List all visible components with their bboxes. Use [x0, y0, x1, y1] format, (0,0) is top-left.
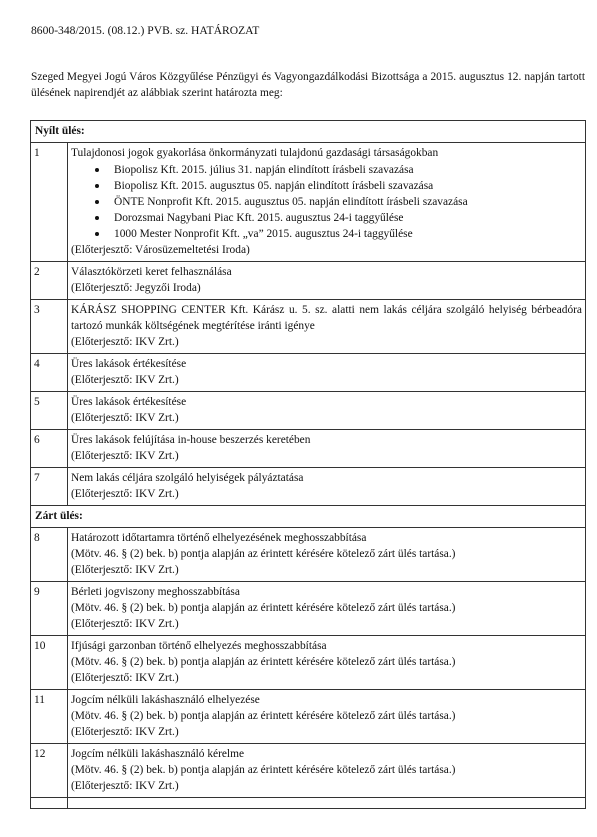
item-title: Jogcím nélküli lakáshasználó elhelyezése — [71, 694, 260, 706]
item-number: 8 — [31, 528, 68, 582]
item-title: Ifjúsági garzonban történő elhelyezés meghosszabbítása — [71, 640, 327, 652]
item-title: Üres lakások értékesítése — [71, 396, 187, 408]
item-presenter: (Előterjesztő: IKV Zrt.) — [71, 672, 179, 684]
agenda-item-8 — [31, 528, 586, 582]
item-presenter: (Előterjesztő: IKV Zrt.) — [71, 780, 179, 792]
item-presenter: (Előterjesztő: IKV Zrt.) — [71, 412, 179, 424]
item-number: 10 — [31, 636, 68, 690]
item-number: 9 — [31, 582, 68, 636]
item-presenter: (Előterjesztő: IKV Zrt.) — [71, 726, 179, 738]
item-presenter: (Előterjesztő: IKV Zrt.) — [71, 336, 179, 348]
closed-session-title: Zárt ülés: — [31, 506, 586, 528]
subpoint: Biopolisz Kft. 2015. augusztus 05. napján elindított írásbeli szavazása — [92, 178, 582, 194]
subpoint: 1000 Mester Nonprofit Kft. „va” 2015. augusztus 24-i taggyűlése — [92, 226, 582, 242]
item-title: Üres lakások felújítása in-house beszerzés keretében — [71, 434, 311, 446]
agenda-item-11 — [31, 690, 586, 744]
agenda-item-7 — [31, 468, 586, 506]
item-number: 5 — [31, 392, 68, 430]
agenda-item-4 — [31, 354, 586, 392]
item-number: 7 — [31, 468, 68, 506]
agenda-item-10 — [31, 636, 586, 690]
item-legal-note: (Mötv. 46. § (2) bek. b) pontja alapján az érintett kérésére kötelező zárt ülés tartása.) — [71, 764, 456, 776]
open-session-title: Nyílt ülés: — [31, 121, 586, 143]
agenda-item-5 — [31, 392, 586, 430]
agenda-item-6 — [31, 430, 586, 468]
item-number: 11 — [31, 690, 68, 744]
table-trailing-row — [31, 798, 586, 809]
item-number: 1 — [31, 143, 68, 262]
item-title: Választókörzeti keret felhasználása — [71, 266, 232, 278]
agenda-item-12 — [31, 744, 586, 798]
subpoint: ÖNTE Nonprofit Kft. 2015. augusztus 05. napján elindított írásbeli szavazása — [92, 194, 582, 210]
subpoint: Dorozsmai Nagybani Piac Kft. 2015. augusztus 24-i taggyűlése — [92, 210, 582, 226]
item-title: Üres lakások értékesítése — [71, 358, 187, 370]
item-number: 12 — [31, 744, 68, 798]
agenda-item-2 — [31, 262, 586, 300]
item-legal-note: (Mötv. 46. § (2) bek. b) pontja alapján az érintett kérésére kötelező zárt ülés tartása.) — [71, 710, 456, 722]
subpoint: Biopolisz Kft. 2015. július 31. napján elindított írásbeli szavazása — [92, 162, 582, 178]
item-presenter: (Előterjesztő: IKV Zrt.) — [71, 564, 179, 576]
closed-session-header — [31, 506, 586, 528]
document-id: 8600-348/2015. (08.12.) PVB. sz. HATÁROZAT — [31, 24, 260, 37]
item-title: Tulajdonosi jogok gyakorlása önkormányzati tulajdonú gazdasági társaságokban — [71, 147, 439, 159]
item-title: Nem lakás céljára szolgáló helyiségek pályáztatása — [71, 472, 304, 484]
agenda-item-3 — [31, 300, 586, 354]
item-number: 3 — [31, 300, 68, 354]
open-session-header — [31, 121, 586, 143]
item-number: 2 — [31, 262, 68, 300]
item-number: 6 — [31, 430, 68, 468]
item-legal-note: (Mötv. 46. § (2) bek. b) pontja alapján az érintett kérésére kötelező zárt ülés tartása.) — [71, 602, 456, 614]
agenda-table — [30, 120, 586, 809]
item-presenter: (Előterjesztő: IKV Zrt.) — [71, 618, 179, 630]
item-title: KÁRÁSZ SHOPPING CENTER Kft. Kárász u. 5. sz. alatti nem lakás céljára szolgáló helyiség bérbeadóra tartozó munkák költségének megtérítése iránti igénye — [71, 304, 582, 332]
item-legal-note: (Mötv. 46. § (2) bek. b) pontja alapján az érintett kérésére kötelező zárt ülés tartása.) — [71, 656, 456, 668]
item-presenter: (Előterjesztő: IKV Zrt.) — [71, 450, 179, 462]
item-presenter: (Előterjesztő: Városüzemeltetési Iroda) — [71, 244, 250, 256]
agenda-item-1 — [31, 143, 586, 262]
intro-paragraph: Szeged Megyei Jogú Város Közgyűlése Pénzügyi és Vagyongazdálkodási Bizottsága a 2015. augusztus 12. napján tartott ülésének napirendjét az alábbiak szerint határozta meg: — [31, 71, 585, 99]
item-presenter: (Előterjesztő: Jegyzői Iroda) — [71, 282, 201, 294]
item-presenter: (Előterjesztő: IKV Zrt.) — [71, 374, 179, 386]
item-subpoints — [71, 162, 582, 242]
item-title: Jogcím nélküli lakáshasználó kérelme — [71, 748, 245, 760]
item-title: Határozott időtartamra történő elhelyezésének meghosszabbítása — [71, 532, 367, 544]
agenda-item-9 — [31, 582, 586, 636]
item-legal-note: (Mötv. 46. § (2) bek. b) pontja alapján az érintett kérésére kötelező zárt ülés tartása.) — [71, 548, 456, 560]
item-number: 4 — [31, 354, 68, 392]
item-presenter: (Előterjesztő: IKV Zrt.) — [71, 488, 179, 500]
item-title: Bérleti jogviszony meghosszabbítása — [71, 586, 240, 598]
